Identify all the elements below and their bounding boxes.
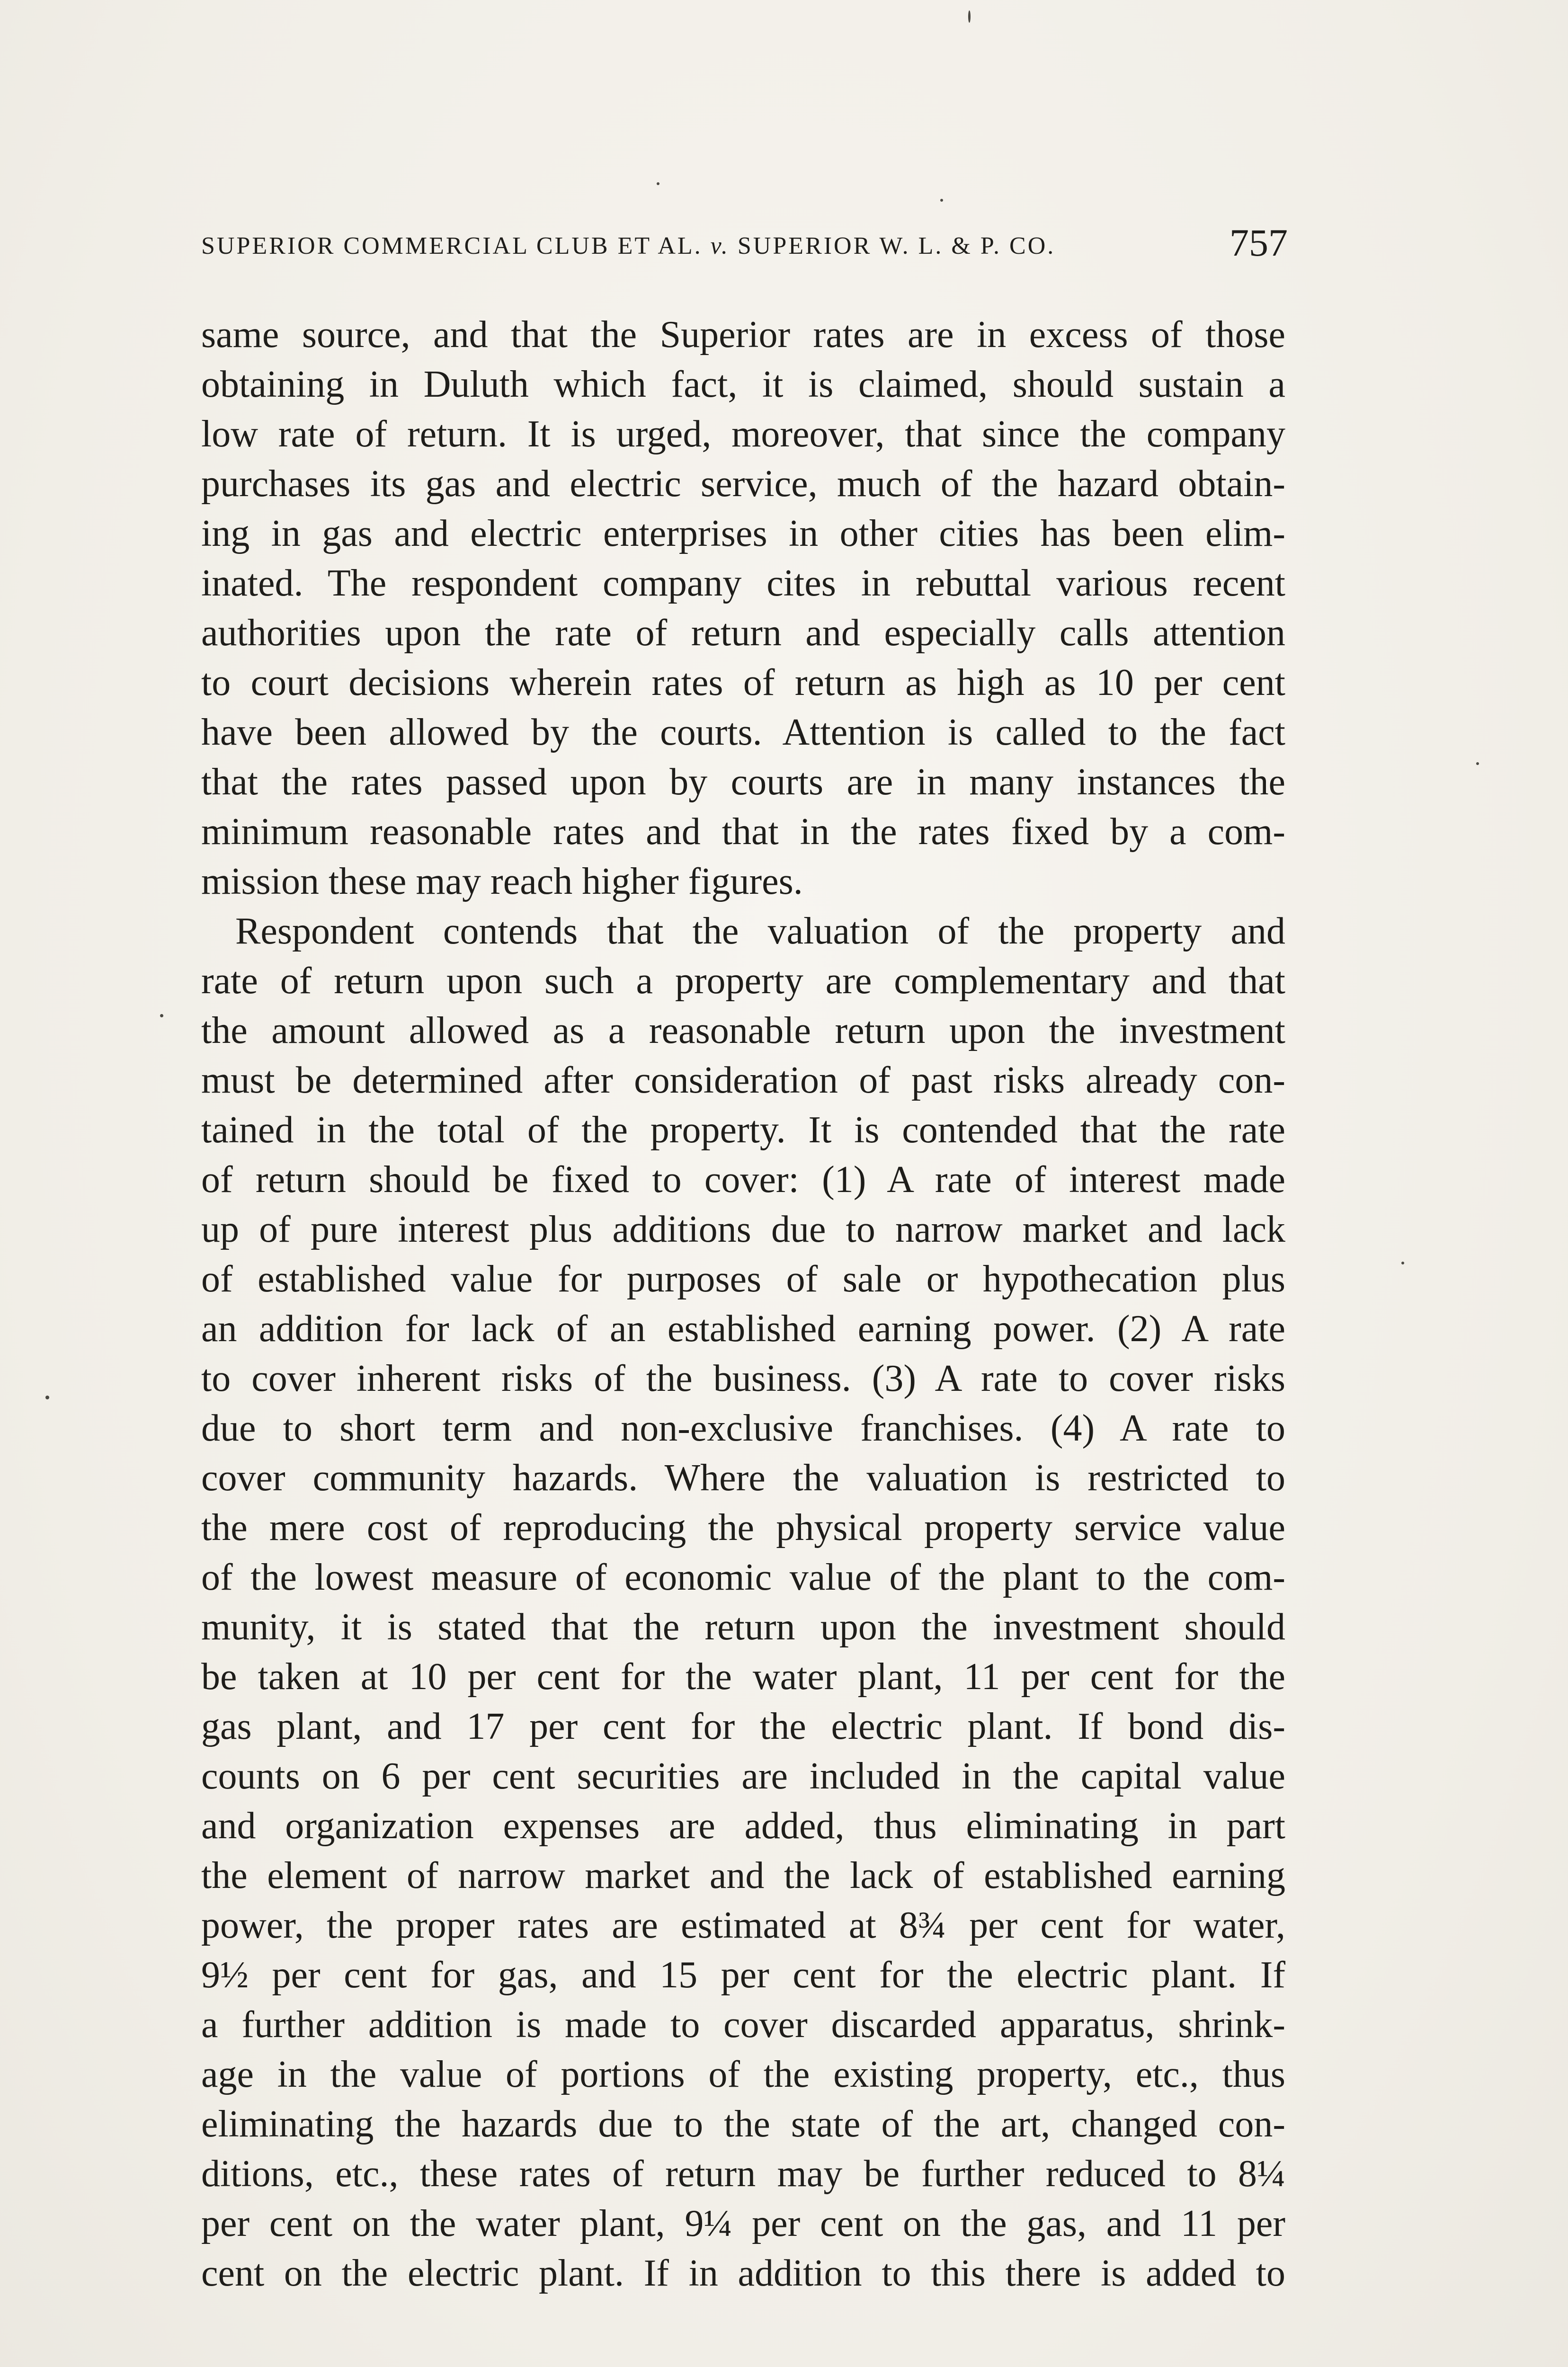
text-line: authorities upon the rate of return and especially calls attention <box>201 612 1285 654</box>
scan-speck <box>657 182 659 185</box>
text-line: have been allowed by the courts. Attention is called to the fact <box>201 712 1285 753</box>
text-line: the element of narrow market and the lack of established earning <box>201 1855 1285 1896</box>
text-line: and organization expenses are added, thus eliminating in part <box>201 1805 1285 1847</box>
text-line: an addition for lack of an established earning power. (2) A rate <box>201 1308 1285 1350</box>
text-line: obtaining in Duluth which fact, it is claimed, should sustain a <box>201 364 1285 405</box>
text-line: up of pure interest plus additions due to narrow market and lack <box>201 1209 1285 1250</box>
page-number: 757 <box>1229 221 1288 264</box>
text-line: ing in gas and electric enterprises in other cities has been elim- <box>201 513 1285 554</box>
text-line: rate of return upon such a property are complementary and that <box>201 960 1285 1002</box>
text-line: cent on the electric plant. If in addition to this there is added to <box>201 2252 1285 2294</box>
scan-speck <box>1476 762 1479 765</box>
text-line: to cover inherent risks of the business. (3) A rate to cover risks <box>201 1358 1285 1399</box>
running-head-respondent: SUPERIOR W. L. & P. CO. <box>729 232 1056 259</box>
text-line: due to short term and non-exclusive franchises. (4) A rate to <box>201 1407 1285 1449</box>
text-line: minimum reasonable rates and that in the rates fixed by a com- <box>201 811 1285 853</box>
text-line: purchases its gas and electric service, much of the hazard obtain- <box>201 463 1285 505</box>
text-line: per cent on the water plant, 9¼ per cent on the gas, and 11 per <box>201 2203 1285 2244</box>
text-line: tained in the total of the property. It is contended that the rate <box>201 1109 1285 1151</box>
text-line: age in the value of portions of the existing property, etc., thus <box>201 2054 1285 2095</box>
body-text <box>201 310 1285 2298</box>
text-line: counts on 6 per cent securities are included in the capital value <box>201 1755 1285 1797</box>
scan-speck <box>160 1014 163 1017</box>
text-line: to court decisions wherein rates of return as high as 10 per cent <box>201 662 1285 703</box>
running-head <box>201 225 1290 267</box>
text-line: inated. The respondent company cites in rebuttal various recent <box>201 562 1285 604</box>
text-line: same source, and that the Superior rates are in excess of those <box>201 314 1285 356</box>
text-line: a further addition is made to cover discarded apparatus, shrink- <box>201 2004 1285 2046</box>
scan-speck <box>968 10 971 23</box>
text-line: cover community hazards. Where the valuation is restricted to <box>201 1457 1285 1499</box>
text-line: munity, it is stated that the return upon the investment should <box>201 1606 1285 1648</box>
paragraph-end-line: mission these may reach higher figures. <box>201 861 803 902</box>
text-line: 9½ per cent for gas, and 15 per cent for the electric plant. If <box>201 1954 1285 1996</box>
text-line: ditions, etc., these rates of return may be further reduced to 8¼ <box>201 2153 1285 2195</box>
running-head-parties: SUPERIOR COMMERCIAL CLUB ET AL. <box>201 232 711 259</box>
text-line: the mere cost of reproducing the physical property service value <box>201 1507 1285 1548</box>
text-line: power, the proper rates are estimated at 8¾ per cent for water, <box>201 1904 1285 1946</box>
text-line: eliminating the hazards due to the state of the art, changed con- <box>201 2103 1285 2145</box>
text-line: of established value for purposes of sale or hypothecation plus <box>201 1258 1285 1300</box>
text-line: must be determined after consideration of past risks already con- <box>201 1059 1285 1101</box>
running-head-versus: v. <box>710 232 730 259</box>
scan-speck <box>1401 1262 1404 1264</box>
text-line: be taken at 10 per cent for the water plant, 11 per cent for the <box>201 1656 1285 1698</box>
text-line: that the rates passed upon by courts are in many instances the <box>201 761 1285 803</box>
text-line: gas plant, and 17 per cent for the electric plant. If bond dis- <box>201 1706 1285 1747</box>
text-line: of return should be fixed to cover: (1) A rate of interest made <box>201 1159 1285 1201</box>
paragraph-start-line: Respondent contends that the valuation of the property and <box>235 910 1285 952</box>
scan-speck <box>45 1396 49 1399</box>
text-line: of the lowest measure of economic value of the plant to the com- <box>201 1557 1285 1598</box>
scan-speck <box>940 199 943 202</box>
text-line: low rate of return. It is urged, moreover, that since the company <box>201 413 1285 455</box>
text-line: the amount allowed as a reasonable return upon the investment <box>201 1010 1285 1051</box>
